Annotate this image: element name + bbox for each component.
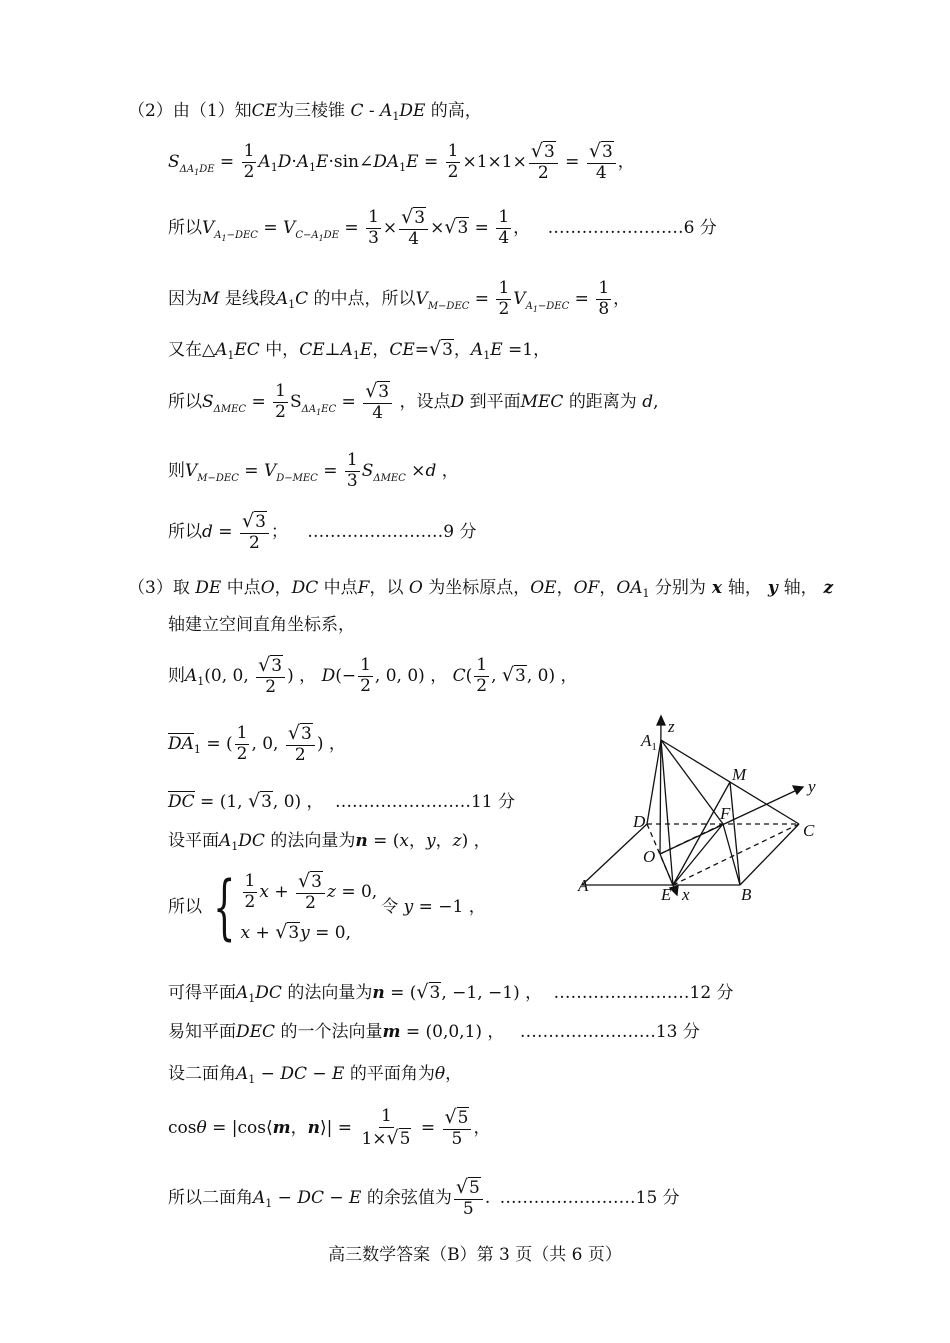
y-axis-arrow [793, 786, 803, 794]
part3-line12: 所以二面角$A_1$ − DC − E 的余弦值为 $\frac{√5}{5}$ . ……………………15 分 [168, 1176, 680, 1219]
edge-MB [730, 782, 740, 885]
part2-line6: 所以$S_{\Delta MEC}$ = $\frac{1}{2}$ $S_{\Delta A_1EC}$ = $\frac{√3}{4}$ ，设点D 到平面MEC 的距离为 d, [168, 380, 659, 423]
part3-line3-coords: 则$A_1(0$, 0, $\frac{√3}{2}$ ) ， D(− $\frac{1}{2}$ , 0, 0) ， C( $\frac{1}{2}$ , √3, 0) ， [168, 654, 578, 697]
geometry-figure [565, 708, 835, 908]
part3-line10: 设二面角$A_1$ − DC − E 的平面角为θ， [168, 1064, 463, 1086]
part2-line1: （2）由（1）知CE为三棱锥 C - $A_1DE$ 的高， [128, 101, 482, 123]
part3-line9: 易知平面DEC 的一个法向量m = (0,0,1) ， ……………………13 分 [168, 1022, 700, 1042]
part3-line11-cos: cosθ = |cos⟨m，n⟩| = $\frac{1}{1\times√5}$ = $\frac{√5}{5}$ ， [168, 1106, 491, 1149]
label-A1: $A_1$ [641, 731, 657, 753]
z-axis [660, 720, 661, 854]
label-x: x [682, 885, 690, 904]
edge-AD [582, 824, 647, 885]
label-z: z [668, 717, 675, 736]
label-E: E [661, 885, 672, 904]
score-9: ……………………9 分 [307, 521, 477, 542]
score-15: ……………………15 分 [499, 1187, 680, 1208]
part3-line5-vector-DC: DC = (1, √3, 0) ， ……………………11 分 [168, 790, 516, 812]
edge-A1E [661, 740, 673, 885]
z-axis-arrow [657, 716, 665, 725]
page-footer: 高三数学答案（B）第 3 页（共 6 页） [328, 1245, 622, 1265]
score-6: ……………………6 分 [547, 217, 717, 238]
part2-line7: 则$V_{M-DEC} = V_{D-MEC}$ = $\frac{1}{3}$ $S_{\Delta MEC} \times d$ ， [168, 450, 459, 491]
label-C: C [803, 821, 815, 840]
part2-line8: 所以d = $\frac{√3}{2}$ ； ……………………9 分 [168, 510, 477, 553]
part3-line2: 轴建立空间直角坐标系， [168, 615, 355, 635]
label-y: y [808, 777, 816, 796]
part2-line3-volume: 所以$V_{A_1-DEC} = V_{C-A_1DE}$ = $\frac{1}{3}$ × $\frac{√3}{4}$ ×√3 = $\frac{1}{4}$ ， ……………………6 分 [168, 206, 717, 249]
score-11: ……………………11 分 [334, 792, 516, 812]
score-13: ……………………13 分 [519, 1022, 700, 1042]
part3-line4-vector-DA1: $DA_1$ = ( $\frac{1}{2}$ , 0, $\frac{√3}{2}$ ) ， [168, 722, 346, 765]
label-D: D [633, 812, 646, 831]
label-F: F [720, 804, 731, 823]
part3-line1: （3）取 DE 中点O，DC 中点F，以 O 为坐标原点，OE，OF，$OA_1$ 分别为 x 轴， y 轴， z [128, 578, 834, 600]
label-B: B [741, 885, 752, 904]
part2-line5: 又在$\triangle A_1EC$ 中，$CE\perp A_1E$，CE=√3，$A_1E =1$， [168, 338, 551, 362]
part3-line6: 设平面$A_1DC$ 的法向量为n = (x，y，z) ， [168, 831, 491, 853]
part3-line8: 可得平面$A_1DC$ 的法向量为n = (√3, −1, −1) ， ……………………12 分 [168, 981, 734, 1005]
label-O: O [643, 847, 656, 866]
part3-line7-system: 所以 { $\frac{1}{2}$ x + $\frac{√3}{2}$ z = 0, x + √3y = 0, 令 y = −1 ， [168, 866, 486, 948]
label-A: A [578, 876, 589, 895]
edge-ME [673, 782, 730, 885]
edge-EC [673, 824, 799, 885]
edge-BC [740, 824, 799, 885]
part2-line4: 因为M 是线段$A_1C$ 的中点，所以$V_{M-DEC}$ = $\frac{1}{2}$ $V_{A_1-DEC}$ = $\frac{1}{8}$ ， [168, 278, 631, 319]
part2-line2-area-formula: $S_{\Delta A_1DE}$ = $\frac{1}{2}$ $A_1D\cdot A_1E\cdot\sin\angle DA_1E$ = $\frac{1}{2}$ ×1×1× $\frac{√3}{2}$ = $\frac{√3}{4}$ ， [168, 140, 635, 183]
edge-FE [673, 824, 723, 885]
label-M: M [732, 765, 747, 784]
score-12: ……………………12 分 [553, 983, 734, 1003]
